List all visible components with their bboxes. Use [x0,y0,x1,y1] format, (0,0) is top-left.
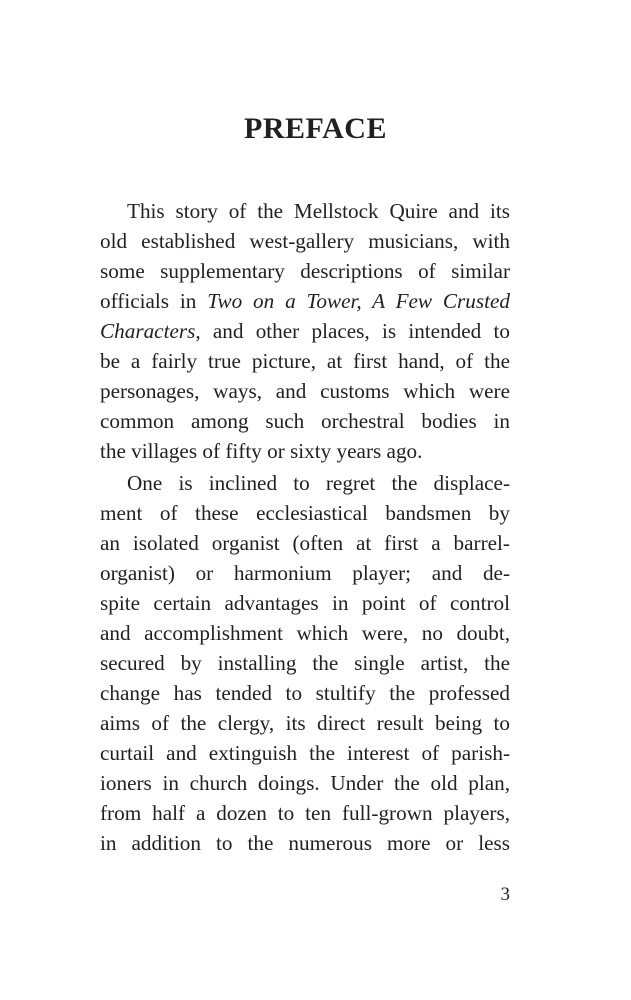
text-line: ioners in church doings. Under the old plan, [100,771,510,795]
text-line: secured by installing the single artist, the [100,651,510,675]
italic-title: Characters [100,319,196,343]
text-line: curtail and extinguish the interest of parish- [100,741,510,765]
text-line: This story of the Mellstock Quire and its [127,199,510,223]
page-number: 3 [500,884,510,905]
text-line: spite certain advantages in point of control [100,591,510,615]
text-line: from half a dozen to ten full-grown players, [100,801,510,825]
text-line: in addition to the numerous more or less [100,831,510,855]
text-line [100,286,510,316]
italic-title: Two on a Tower, A Few Crusted [207,289,510,313]
text-line: and accomplishment which were, no doubt, [100,621,510,645]
text-line: ment of these ecclesiastical bandsmen by [100,501,510,525]
text-segment: , and other places, is intended to [195,319,510,343]
text-line: old established west-gallery musicians, with [100,229,510,253]
text-line: common among such orchestral bodies in [100,409,510,433]
text-line: some supplementary descriptions of similar [100,259,510,283]
page-title: PREFACE [244,112,387,145]
text-line: One is inclined to regret the displace- [127,471,510,495]
text-line: an isolated organist (often at first a barrel- [100,531,510,555]
text-line: change has tended to stultify the professed [100,681,510,705]
text-line: personages, ways, and customs which were [100,379,510,403]
text-line: organist) or harmonium player; and de- [100,561,510,585]
text-line [100,316,510,346]
text-line: aims of the clergy, its direct result being to [100,711,510,735]
text-segment: officials in [100,289,208,313]
text-line: the villages of fifty or sixty years ago. [100,439,423,463]
text-line: be a fairly true picture, at first hand, of the [100,349,510,373]
